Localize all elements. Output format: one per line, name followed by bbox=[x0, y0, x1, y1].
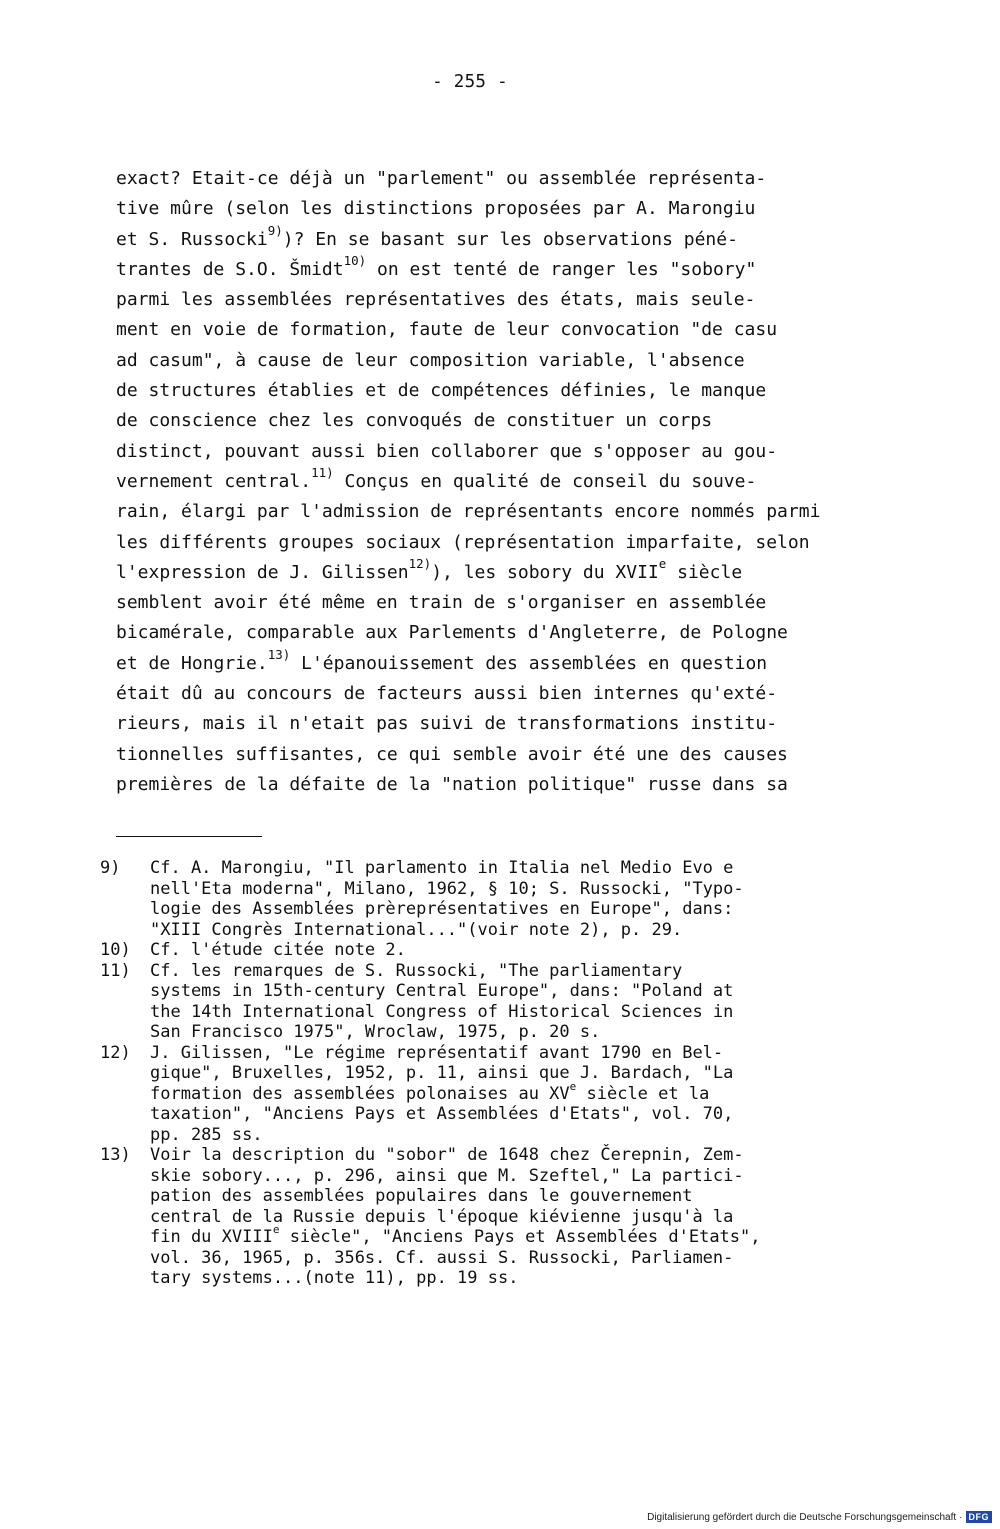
footnote-line bbox=[150, 981, 920, 1002]
body-line bbox=[116, 437, 916, 467]
footnotes bbox=[100, 858, 920, 1289]
text-run: siècle", "Anciens Pays et Assemblées d'Etats", bbox=[279, 1227, 761, 1247]
footnote bbox=[100, 1043, 920, 1146]
footnote-text bbox=[150, 1043, 920, 1146]
note-reference: e bbox=[272, 1223, 280, 1237]
footnote-line bbox=[150, 1186, 920, 1207]
text-run: San Francisco 1975", Wroclaw, 1975, p. 20 s. bbox=[150, 1022, 601, 1042]
body-line bbox=[116, 252, 916, 285]
text-run: fin du XVIII bbox=[150, 1227, 273, 1247]
footnote-line bbox=[150, 1022, 920, 1043]
footnote bbox=[100, 858, 920, 940]
footnote-number: 10) bbox=[100, 940, 131, 960]
footnote-text bbox=[150, 1145, 920, 1289]
text-run: siècle bbox=[666, 561, 743, 583]
footnote-line bbox=[150, 879, 920, 900]
body-line bbox=[116, 406, 916, 436]
body-line bbox=[116, 679, 916, 709]
text-run: skie sobory..., p. 296, ainsi que M. Szeftel," La partici- bbox=[150, 1165, 744, 1186]
body-line bbox=[116, 740, 916, 770]
footnote-number: 13) bbox=[100, 1145, 131, 1165]
footnote-line bbox=[150, 1268, 920, 1289]
body-line bbox=[116, 497, 916, 527]
note-reference: 11) bbox=[311, 464, 334, 480]
body-line bbox=[116, 285, 916, 315]
footnote bbox=[100, 961, 920, 1043]
text-run: bicamérale, comparable aux Parlements d'Angleterre, de Pologne bbox=[116, 622, 788, 644]
text-run: de structures établies et de compétences définies, le manque bbox=[116, 380, 767, 402]
text-run: )? En se basant sur les observations péné- bbox=[282, 228, 738, 250]
text-run: et de Hongrie. bbox=[116, 652, 268, 674]
footnote-line bbox=[150, 1223, 920, 1248]
text-run: Cf. A. Marongiu, "Il parlamento in Italia nel Medio Evo e bbox=[150, 858, 734, 878]
text-run: premières de la défaite de la "nation politique" russe dans sa bbox=[116, 773, 788, 795]
body-line bbox=[116, 222, 916, 255]
text-run: ment en voie de formation, faute de leur convocation "de casu bbox=[116, 319, 778, 341]
body-line bbox=[116, 618, 916, 648]
text-run: de conscience chez les convoqués de constituer un corps bbox=[116, 410, 713, 432]
footnote-line bbox=[150, 899, 920, 920]
text-run: les différents groupes sociaux (représentation imparfaite, selon bbox=[116, 531, 810, 553]
text-run: exact? Etait-ce déjà un "parlement" ou assemblée représenta- bbox=[116, 168, 767, 189]
text-run: semblent avoir été même en train de s'organiser en assemblée bbox=[116, 592, 767, 614]
footnote-number: 11) bbox=[100, 960, 131, 981]
body-line bbox=[116, 709, 916, 739]
text-run: trantes de S.O. Šmidt bbox=[116, 258, 344, 280]
footnote-line bbox=[150, 1063, 920, 1084]
credit-separator: · bbox=[959, 1511, 963, 1523]
footnote-text bbox=[150, 858, 920, 940]
body-line bbox=[116, 588, 916, 618]
text-run: formation des assemblées polonaises au XV bbox=[150, 1083, 570, 1104]
footnote-separator bbox=[116, 836, 262, 837]
text-run: nell'Eta moderna", Milano, 1962, § 10; S. Russocki, "Typo- bbox=[150, 878, 744, 899]
body-line bbox=[116, 528, 916, 558]
text-run: central de la Russie depuis l'époque kiévienne jusqu'à la bbox=[150, 1206, 734, 1227]
text-run: on est tenté de ranger les "sobory" bbox=[366, 258, 757, 280]
footnote-line bbox=[150, 1043, 920, 1064]
text-run: systems in 15th-century Central Europe", dans: "Poland at bbox=[150, 981, 734, 1001]
text-run: rieurs, mais il n'etait pas suivi de transformations institu- bbox=[116, 713, 778, 735]
footnote-line bbox=[150, 1207, 920, 1228]
credit-text: Digitalisierung gefördert durch die Deutsche Forschungsgemeinschaft bbox=[647, 1511, 957, 1523]
text-run: vernement central. bbox=[116, 470, 312, 492]
text-run: rain, élargi par l'admission de représentants encore nommés parmi bbox=[116, 501, 821, 523]
text-run: Voir la description du "sobor" de 1648 chez Čerepnin, Zem- bbox=[150, 1145, 744, 1165]
text-run: tionnelles suffisantes, ce qui semble avoir été une des causes bbox=[116, 743, 788, 765]
footnote-line bbox=[150, 1166, 920, 1187]
text-run: l'expression de J. Gilissen bbox=[116, 561, 409, 583]
body-line bbox=[116, 376, 916, 406]
body-line bbox=[116, 646, 916, 679]
note-reference: e bbox=[569, 1079, 577, 1093]
footnote-number: 12) bbox=[100, 1042, 131, 1063]
body-line bbox=[116, 770, 916, 800]
text-run: gique", Bruxelles, 1952, p. 11, ainsi que J. Bardach, "La bbox=[150, 1063, 734, 1083]
text-run: the 14th International Congress of Historical Sciences in bbox=[150, 1001, 734, 1022]
body-line bbox=[116, 164, 916, 194]
footnote-line bbox=[150, 1145, 920, 1166]
footnote-line bbox=[150, 1079, 920, 1105]
text-run: siècle et la bbox=[576, 1083, 710, 1104]
body-line bbox=[116, 315, 916, 345]
text-run: vol. 36, 1965, p. 356s. Cf. aussi S. Russocki, Parliamen- bbox=[150, 1247, 734, 1268]
note-reference: 10) bbox=[343, 252, 367, 268]
footnote-text bbox=[150, 961, 920, 1043]
text-run: pp. 285 ss. bbox=[150, 1124, 263, 1145]
text-run: J. Gilissen, "Le régime représentatif avant 1790 en Bel- bbox=[150, 1042, 724, 1063]
footnote-line bbox=[150, 1104, 920, 1125]
footnote-line bbox=[150, 858, 920, 879]
text-run: Cf. l'étude citée note 2. bbox=[150, 940, 406, 960]
text-run: distinct, pouvant aussi bien collaborer que s'opposer au gou- bbox=[116, 440, 778, 462]
text-run: L'épanouissement des assemblées en question bbox=[290, 652, 768, 674]
footnote-line bbox=[150, 940, 920, 961]
body-text bbox=[116, 164, 916, 800]
text-run: ), les sobory du XVII bbox=[431, 561, 659, 583]
body-line bbox=[116, 464, 916, 497]
note-reference: 13) bbox=[267, 646, 291, 662]
footnote-line bbox=[150, 1002, 920, 1023]
dfg-logo-icon: DFG bbox=[966, 1511, 993, 1523]
text-run: et S. Russocki bbox=[116, 228, 268, 250]
footnote-number: 9) bbox=[100, 858, 121, 878]
note-reference: 12) bbox=[408, 555, 432, 571]
footnote-line bbox=[150, 1125, 920, 1146]
footnote bbox=[100, 1145, 920, 1289]
text-run: tary systems...(note 11), pp. 19 ss. bbox=[150, 1268, 519, 1288]
body-line bbox=[116, 555, 916, 588]
note-reference: 9) bbox=[267, 222, 283, 238]
page-number: - 255 - bbox=[432, 72, 508, 92]
footnote bbox=[100, 940, 920, 961]
footnote-line bbox=[150, 920, 920, 941]
footnote-line bbox=[150, 1248, 920, 1269]
note-reference: e bbox=[658, 555, 667, 571]
text-run: pation des assemblées populaires dans le gouvernement bbox=[150, 1186, 693, 1206]
footnote-line bbox=[150, 961, 920, 982]
body-line bbox=[116, 346, 916, 376]
text-run: "XIII Congrès International..."(voir note 2), p. 29. bbox=[150, 919, 683, 940]
digitization-credit bbox=[647, 1511, 992, 1523]
text-run: taxation", "Anciens Pays et Assemblées d'Etats", vol. 70, bbox=[150, 1104, 734, 1124]
text-run: parmi les assemblées représentatives des états, mais seule- bbox=[116, 289, 756, 311]
body-line bbox=[116, 194, 916, 224]
text-run: Conçus en qualité de conseil du souve- bbox=[333, 470, 757, 492]
text-run: Cf. les remarques de S. Russocki, "The parliamentary bbox=[150, 960, 683, 981]
footnote-text bbox=[150, 940, 920, 961]
text-run: ad casum", à cause de leur composition variable, l'absence bbox=[116, 349, 745, 371]
text-run: était dû au concours de facteurs aussi bien internes qu'exté- bbox=[116, 683, 778, 705]
text-run: tive mûre (selon les distinctions proposées par A. Marongiu bbox=[116, 198, 756, 220]
text-run: logie des Assemblées prèreprésentatives en Europe", dans: bbox=[150, 899, 734, 919]
